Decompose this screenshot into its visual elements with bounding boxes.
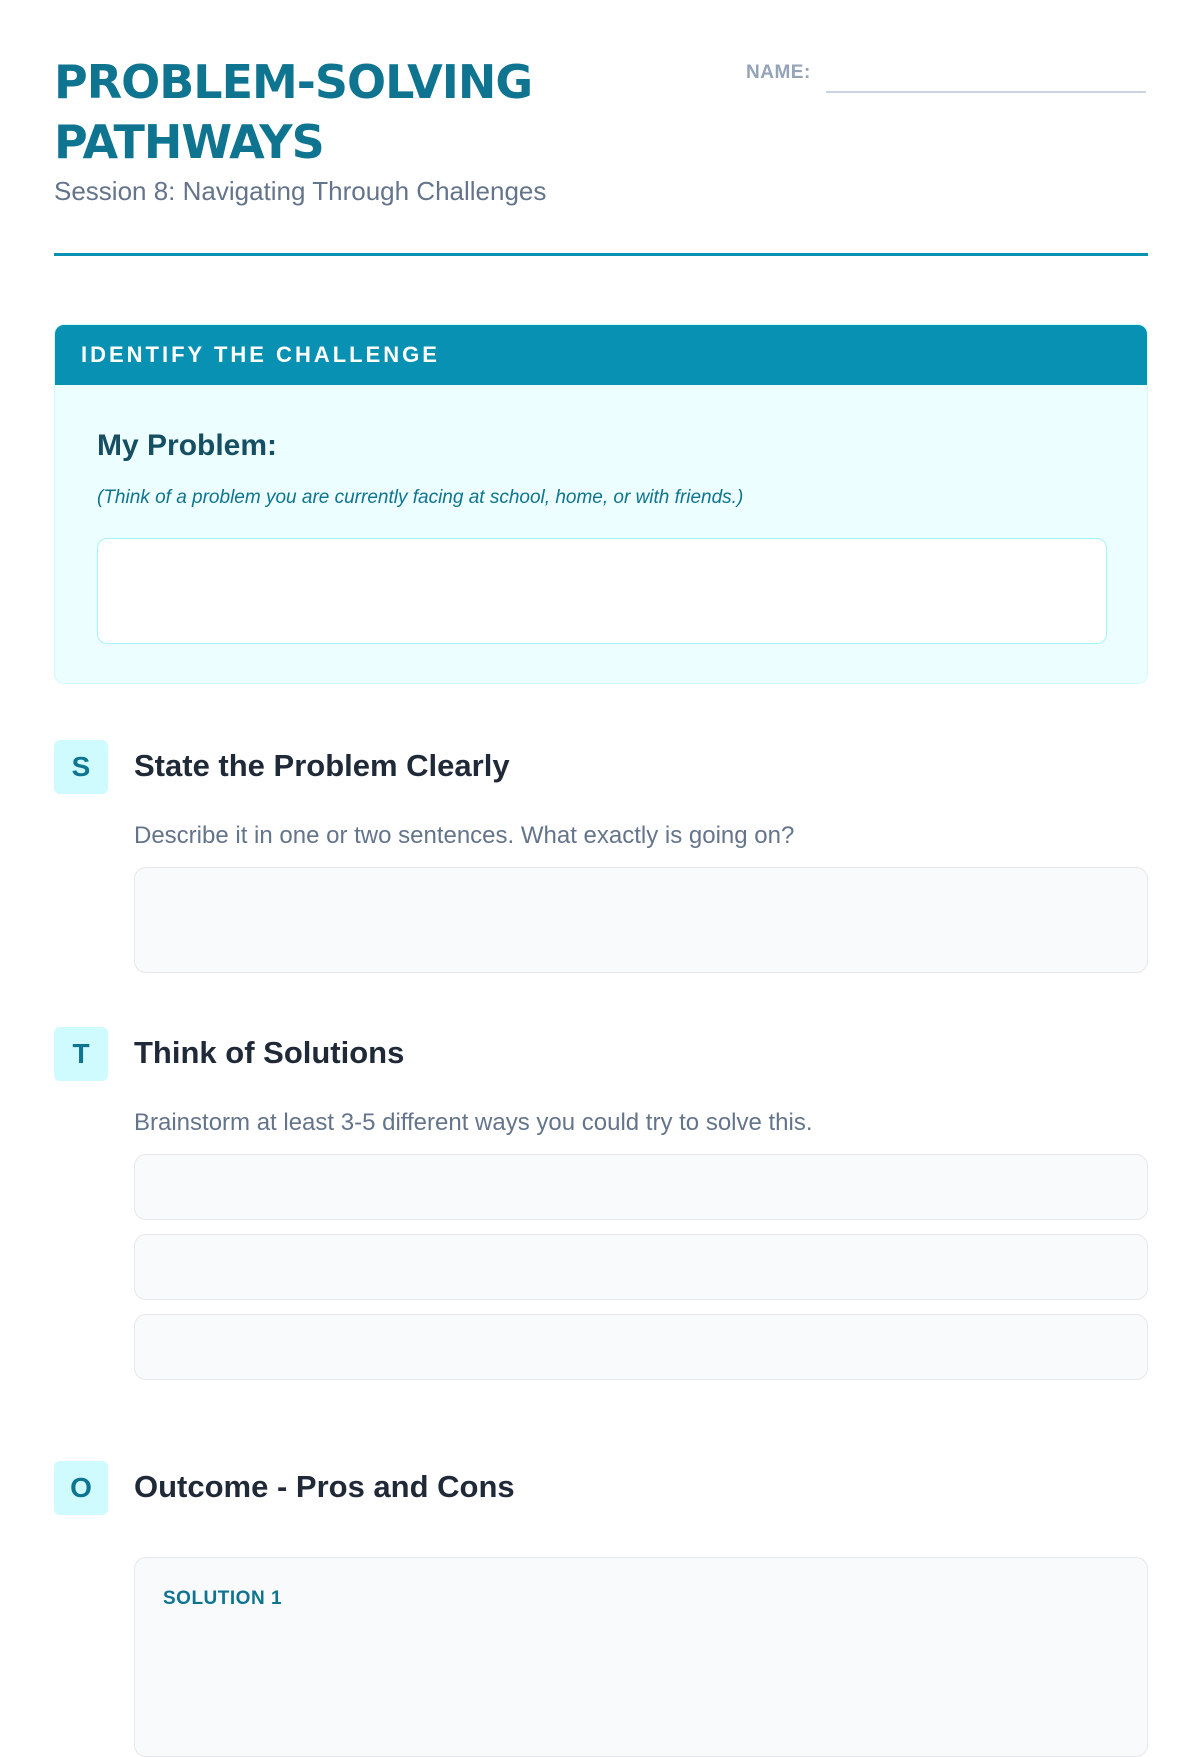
worksheet-page: [54, 0, 1148, 1609]
step-title: Think of Solutions: [134, 1035, 405, 1070]
header-divider: [54, 253, 1148, 256]
solution-input-2[interactable]: [134, 1234, 1148, 1300]
page-title: PROBLEM-SOLVING PATHWAYS: [54, 55, 533, 169]
problem-statement-input[interactable]: [134, 867, 1148, 973]
step-description: Describe it in one or two sentences. What exactly is going on?: [134, 822, 795, 849]
step-badge-t: T: [54, 1027, 108, 1081]
name-label: NAME:: [746, 62, 811, 83]
identify-challenge-panel: [54, 324, 1148, 684]
solution-input-3[interactable]: [134, 1314, 1148, 1380]
solution-card[interactable]: [134, 1557, 1148, 1757]
step-outcome: [54, 1461, 1148, 1661]
my-problem-hint: (Think of a problem you are currently facing at school, home, or with friends.): [97, 487, 744, 508]
my-problem-label: My Problem:: [97, 429, 278, 462]
step-badge-s: S: [54, 740, 108, 794]
identify-challenge-heading: IDENTIFY THE CHALLENGE: [55, 325, 1147, 385]
step-title: State the Problem Clearly: [134, 748, 510, 783]
step-state-problem: [54, 740, 1148, 980]
name-input-line[interactable]: [826, 91, 1146, 93]
step-think-solutions: [54, 1027, 1148, 1387]
step-title: Outcome - Pros and Cons: [134, 1469, 515, 1504]
solution-input-1[interactable]: [134, 1154, 1148, 1220]
my-problem-input[interactable]: [97, 538, 1107, 644]
page-subtitle: Session 8: Navigating Through Challenges: [54, 176, 547, 206]
solution-label: SOLUTION 1: [163, 1588, 283, 1609]
step-badge-o: O: [54, 1461, 108, 1515]
step-description: Brainstorm at least 3-5 different ways you could try to solve this.: [134, 1109, 813, 1136]
